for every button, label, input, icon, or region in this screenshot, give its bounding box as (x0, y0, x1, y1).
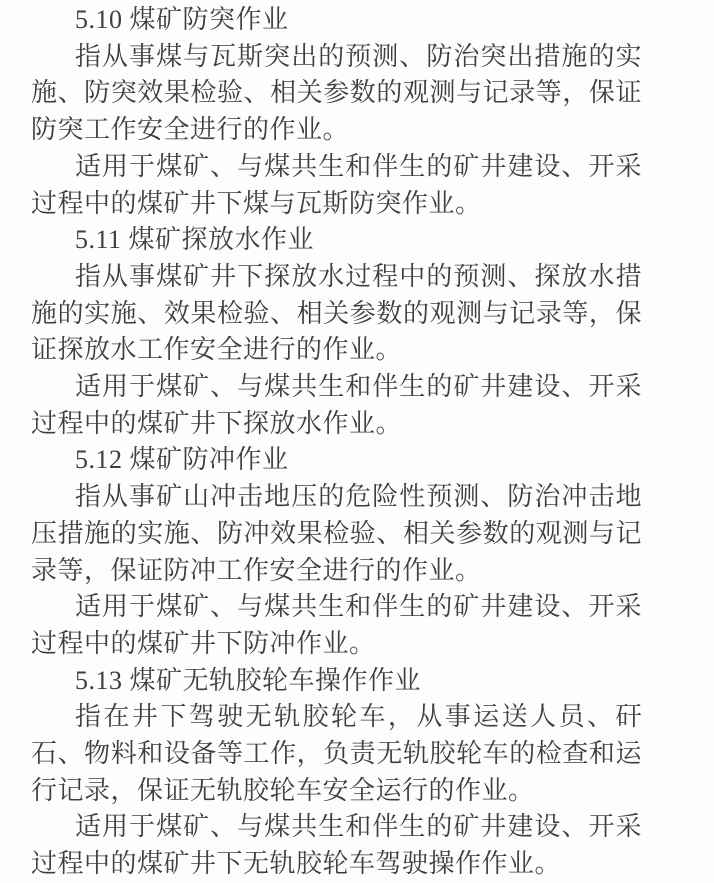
section-5-13-scope-paragraph: 适用于煤矿、与煤共生和伴生的矿井建设、开采过程中的煤矿井下无轨胶轮车驾驶操作作业。 (31, 812, 642, 879)
section-5-11 (31, 222, 642, 442)
section-5-10-definition-paragraph: 指从事煤与瓦斯突出的预测、防治突出措施的实施、防突效果检验、相关参数的观测与记录等，保证防突工作安全进行的作业。 (31, 41, 642, 145)
section-5-13 (31, 663, 642, 883)
section-5-13-definition-paragraph: 指在井下驾驶无轨胶轮车，从事运送人员、矸石、物料和设备等工作，负责无轨胶轮车的检查和运行记录，保证无轨胶轮车安全运行的作业。 (31, 702, 642, 805)
section-5-10-heading: 5.10 煤矿防突作业 (75, 5, 289, 34)
section-5-10 (31, 2, 642, 222)
section-5-12-scope-paragraph: 适用于煤矿、与煤共生和伴生的矿井建设、开采过程中的煤矿井下防冲作业。 (31, 592, 642, 658)
section-5-13-heading: 5.13 煤矿无轨胶轮车操作作业 (75, 665, 422, 695)
section-5-10-scope-paragraph: 适用于煤矿、与煤共生和伴生的矿井建设、开采过程中的煤矿井下煤与瓦斯防突作业。 (31, 151, 642, 218)
section-5-11-heading: 5.11 煤矿探放水作业 (75, 225, 315, 255)
section-5-12 (31, 442, 642, 662)
section-5-11-definition-paragraph: 指从事煤矿井下探放水过程中的预测、探放水措施的实施、效果检验、相关参数的观测与记录等，保证探放水工作安全进行的作业。 (31, 261, 642, 365)
section-5-12-heading: 5.12 煤矿防冲作业 (75, 445, 289, 475)
section-5-11-scope-paragraph: 适用于煤矿、与煤共生和伴生的矿井建设、开采过程中的煤矿井下探放水作业。 (31, 372, 642, 438)
section-5-12-definition-paragraph: 指从事矿山冲击地压的危险性预测、防治冲击地压措施的实施、防冲效果检验、相关参数的观测与记录等，保证防冲工作安全进行的作业。 (31, 482, 642, 585)
